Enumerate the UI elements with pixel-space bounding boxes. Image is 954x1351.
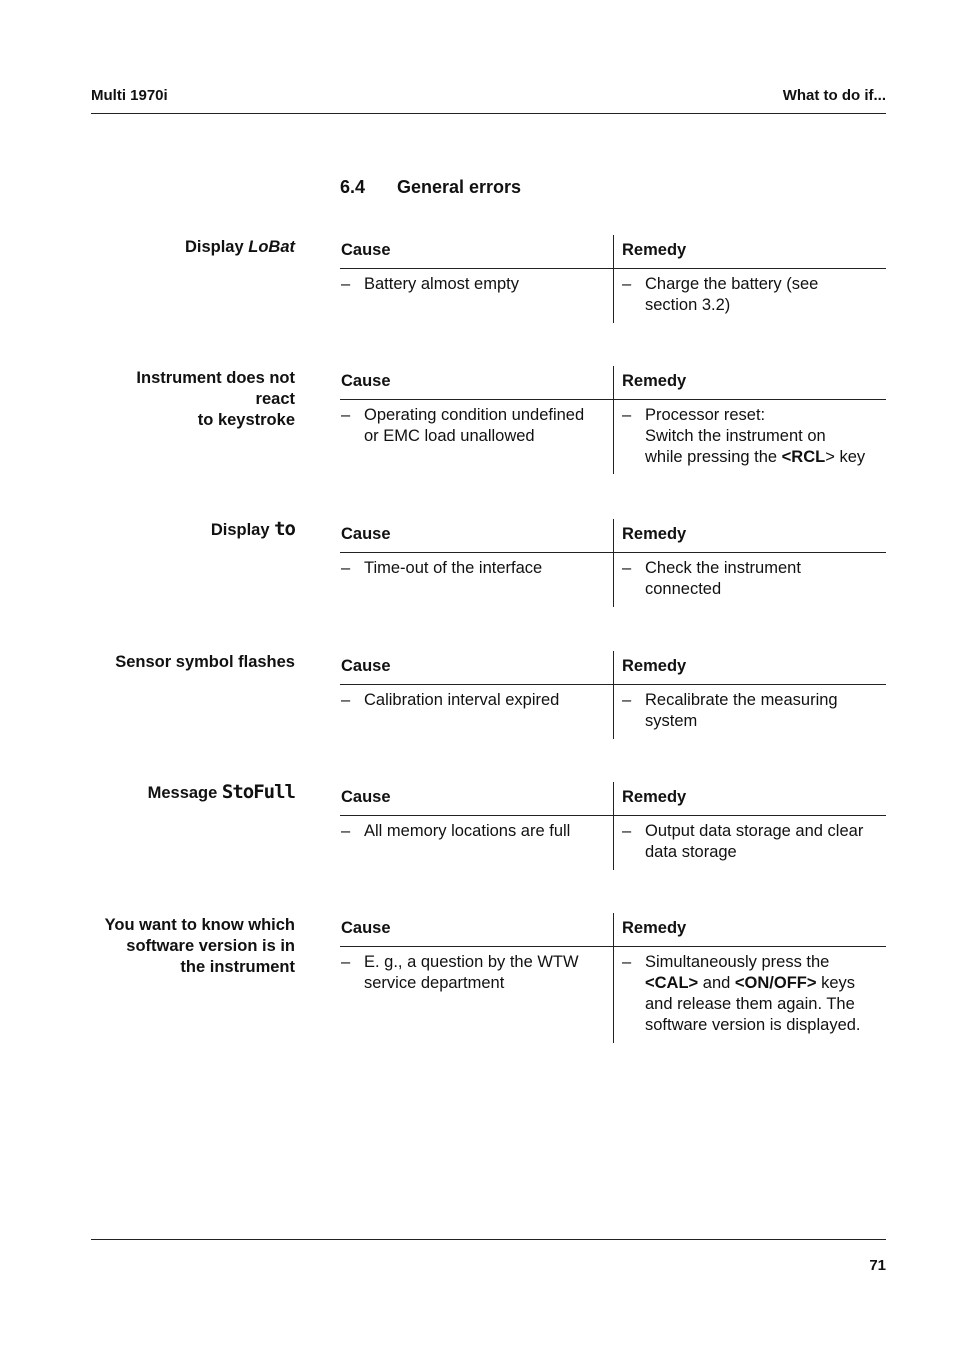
- error-label: Message StoFull: [147, 781, 295, 803]
- table-header: [340, 913, 886, 947]
- error-table: Cause Remedy – Operating condition undefined or EMC load unallowed – Processor reset: Switch the instrument on while pressing the <RCL> key: [340, 366, 886, 400]
- remedy-header: Remedy: [622, 919, 687, 937]
- section-number: 6.4: [340, 177, 366, 197]
- error-table: Cause Remedy – Time-out of the interface – Check the instrument connected: [340, 519, 886, 553]
- cause-header: Cause: [341, 372, 391, 390]
- error-table: Cause Remedy – Battery almost empty – Charge the battery (see section 3.2): [340, 235, 886, 269]
- error-table: Cause Remedy – Calibration interval expired – Recalibrate the measuring system: [340, 651, 886, 685]
- error-table: Cause Remedy – All memory locations are full – Output data storage and clear data storage: [340, 782, 886, 816]
- display-text-lobat: LoBat: [248, 238, 295, 256]
- error-label: Instrument does not react to keystroke: [136, 369, 295, 429]
- error-table: Cause Remedy – E. g., a question by the WTW service department – Simultaneously press the <CAL> and <ON/OFF> keys and release them again. The software version is displayed.: [340, 913, 886, 947]
- cal-key: <CAL>: [645, 974, 699, 992]
- table-header: [340, 519, 886, 553]
- header-rule: [91, 113, 886, 114]
- error-label: You want to know which software version is in the instrument: [104, 916, 295, 976]
- remedy-header: Remedy: [622, 788, 687, 806]
- cause-header: Cause: [341, 525, 391, 543]
- table-header: [340, 782, 886, 816]
- display-text-stofull: StoFull: [221, 781, 295, 803]
- remedy-header: Remedy: [622, 241, 687, 259]
- cause-header: Cause: [341, 241, 391, 259]
- table-header: [340, 366, 886, 400]
- page-number: 71: [869, 1257, 886, 1274]
- footer-rule: [91, 1239, 886, 1240]
- remedy-header: Remedy: [622, 657, 687, 675]
- cause-header: Cause: [341, 657, 391, 675]
- rcl-key: <RCL: [781, 448, 826, 466]
- header-chapter: What to do if...: [782, 87, 886, 104]
- table-header: [340, 651, 886, 685]
- error-label: Display to: [210, 518, 295, 540]
- error-label: Display LoBat: [184, 238, 295, 256]
- cause-header: Cause: [341, 919, 391, 937]
- table-header: [340, 235, 886, 269]
- remedy-header: Remedy: [622, 525, 687, 543]
- remedy-header: Remedy: [622, 372, 687, 390]
- header-title: Multi 1970i: [91, 87, 168, 104]
- error-label: Sensor symbol flashes: [115, 653, 295, 671]
- section-title: General errors: [397, 177, 522, 197]
- on-off-key: <ON/OFF>: [734, 974, 817, 992]
- cause-header: Cause: [341, 788, 391, 806]
- display-text-to: to: [274, 518, 295, 540]
- section-heading: [340, 177, 521, 198]
